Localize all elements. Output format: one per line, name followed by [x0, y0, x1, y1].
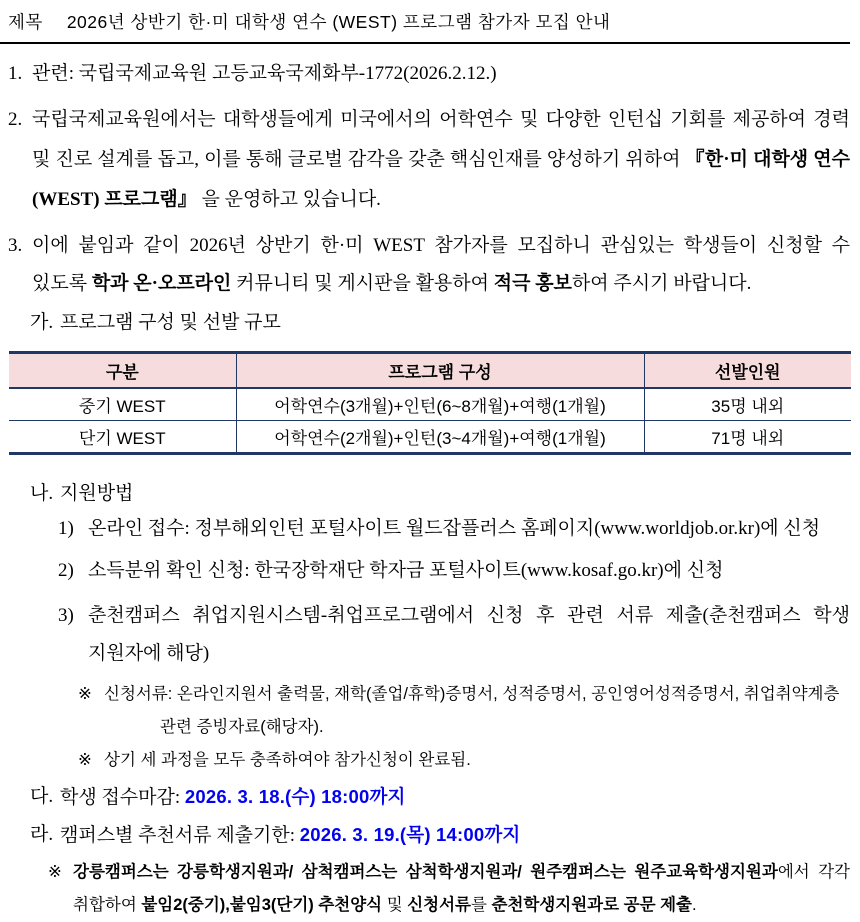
paragraph-text — [32, 100, 850, 220]
method-number: 3) — [58, 605, 74, 626]
subsection-ga-program — [0, 310, 850, 336]
emphasis-promote: 적극 홍보 — [493, 273, 572, 294]
text-segment: 를 — [471, 896, 492, 914]
table-header-quota: 선발인원 — [644, 353, 851, 388]
cell-composition: 어학연수(2개월)+인턴(3~4개월)+여행(1개월) — [236, 421, 644, 454]
method-number: 2) — [58, 560, 74, 581]
text-segment: 을 운영하고 있습니다. — [196, 189, 381, 210]
subsection-na-apply-method — [0, 481, 850, 507]
method-text: 온라인 접수: 정부해외인턴 포털사이트 월드잡플러스 홈페이지(www.worldjob.or.kr)에 신청 — [88, 518, 821, 539]
text-segment: 커뮤니티 및 게시판을 활용하여 — [231, 273, 494, 294]
application-docs-bold: 신청서류 — [407, 896, 471, 914]
program-table — [9, 351, 851, 455]
cell-composition: 어학연수(3개월)+인턴(6~8개월)+여행(1개월) — [236, 388, 644, 421]
subsection-da-student-deadline — [0, 783, 850, 812]
table-header-row — [9, 353, 851, 388]
paragraph-text: 관련: 국립국제교육원 고등교육국제화부-1772(2026.2.12.) — [32, 63, 497, 84]
paragraph-recruit-request — [0, 227, 850, 303]
page-title: 2026년 상반기 한·미 대학생 연수 (WEST) 프로그램 참가자 모집 안내 — [66, 12, 611, 32]
note-text: 상기 세 과정을 모두 충족하여야 참가신청이 완료됨. — [104, 751, 471, 769]
table-row — [9, 388, 851, 421]
text-segment: . — [691, 896, 697, 914]
note-text: 신청서류: 온라인지원서 출력물, 재학(졸업/휴학)증명서, 성적증명서, 공인영어성적증명서, 취업취약계층 관련 증빙자료(해당자). — [104, 685, 840, 736]
paragraph-reference — [0, 61, 850, 87]
attachment-forms-bold: 붙임2(중기),붙임3(단기) 추천양식 — [141, 896, 383, 914]
method-item-online — [0, 516, 850, 542]
cell-category: 중기 WEST — [78, 396, 166, 416]
deadline-date-student: 2026. 3. 18.(수) 18:00까지 — [184, 786, 406, 807]
text-segment: 및 — [382, 896, 408, 914]
subsection-number: 가. — [30, 312, 54, 333]
subsection-ra-campus-deadline — [0, 821, 850, 850]
emphasis-channels: 학과 온·오프라인 — [91, 273, 232, 294]
paragraph-number: 3. — [8, 235, 23, 256]
subsection-title: 프로그램 구성 및 선발 규모 — [60, 312, 281, 333]
table-header-category: 구분 — [9, 353, 236, 388]
program-name-bold: 『한·미 대학생 연수(WEST) 프로그램』 — [32, 149, 850, 210]
campus-offices-bold: 강릉캠퍼스는 강릉학생지원과/ 삼척캠퍼스는 삼척학생지원과/ 원주캠퍼스는 원주교육학생지원과 — [73, 863, 778, 881]
subsection-number: 라. — [30, 824, 54, 845]
subsection-number: 나. — [30, 483, 54, 504]
paragraph-text — [32, 227, 850, 303]
method-item-income — [0, 558, 850, 584]
method-text: 소득분위 확인 신청: 한국장학재단 학자금 포털사이트(www.kosaf.go.kr)에 신청 — [88, 560, 724, 581]
method-item-campus-system — [0, 597, 850, 673]
note-marker: ※ — [48, 863, 62, 881]
table-row — [9, 421, 851, 454]
method-text: 춘천캠퍼스 취업지원시스템-취업프로그램에서 신청 후 관련 서류 제출(춘천캠퍼스 학생 지원자에 해당) — [88, 605, 850, 664]
paragraph-number: 1. — [8, 63, 23, 84]
table-header-composition: 프로그램 구성 — [236, 353, 644, 388]
paragraph-program-intro — [0, 100, 850, 220]
cell-quota: 71명 내외 — [644, 421, 851, 454]
text-segment: 이에 붙임과 같이 2026년 상반기 한·미 WEST 참가자를 모집하니 관심있는 학생들이 신청할 수 있도록 — [32, 235, 850, 294]
subsection-number: 다. — [30, 786, 54, 807]
text-segment: 국립국제교육원에서는 대학생들에게 미국에서의 어학연수 및 다양한 인턴십 기회를 제공하여 경력 및 진로 설계를 돕고, 이를 통해 글로벌 감각을 갖춘 핵심인재를 양성하기 위하여 — [32, 109, 850, 170]
note-marker: ※ — [78, 751, 92, 769]
cell-category: 단기 WEST — [9, 421, 236, 454]
note-required-documents — [0, 678, 850, 744]
subsection-title: 지원방법 — [60, 483, 134, 504]
deadline-label: 캠퍼스별 추천서류 제출기한: — [60, 825, 300, 846]
submit-office-bold: 춘천학생지원과로 공문 제출 — [491, 896, 692, 914]
note-text — [73, 856, 850, 922]
method-number: 1) — [58, 518, 74, 539]
note-campus-submission — [0, 856, 850, 922]
note-marker: ※ — [78, 685, 92, 703]
title-label: 제목 — [8, 12, 43, 32]
paragraph-number: 2. — [8, 109, 23, 130]
deadline-label: 학생 접수마감: — [60, 787, 185, 808]
text-segment: 하여 주시기 바랍니다. — [571, 273, 752, 294]
cell-quota: 35명 내외 — [644, 388, 851, 421]
note-completion-condition — [0, 747, 850, 774]
deadline-date-campus: 2026. 3. 19.(목) 14:00까지 — [299, 824, 521, 845]
title-row — [0, 0, 850, 44]
text-segment: 에서 각각 취합하여 — [73, 863, 850, 914]
deadline-line — [60, 821, 850, 850]
deadline-line — [60, 783, 850, 812]
